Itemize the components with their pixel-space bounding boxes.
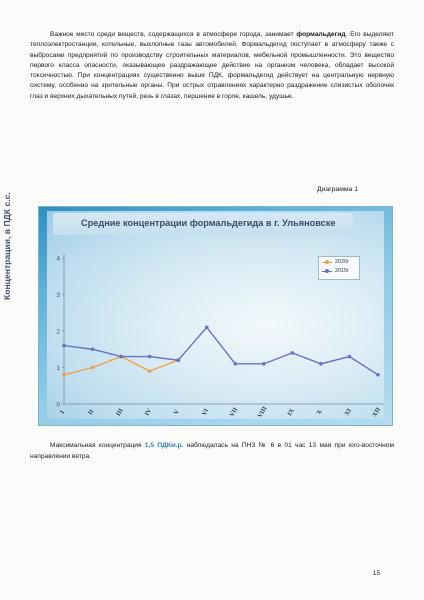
x-tick-label: VIII: [256, 405, 269, 420]
data-point-2015г: [319, 362, 323, 366]
caption-after: наблюдалась на ПНЗ № 6 в 01 час 13 мая при юго-восточном направлении ветра.: [30, 442, 394, 460]
data-point-2020г: [91, 366, 95, 370]
data-point-2015г: [233, 362, 237, 366]
x-tick-label: II: [86, 408, 96, 417]
data-point-2015г: [176, 358, 180, 362]
diagram-label: Диаграмма 1: [316, 186, 358, 193]
y-tick-label: 2: [56, 328, 60, 336]
y-tick-label: 1: [56, 365, 60, 372]
y-tick-label: 3: [56, 292, 60, 299]
data-point-2015г: [91, 347, 95, 351]
x-tick-label: XII: [371, 406, 383, 419]
x-tick-label: IV: [143, 407, 154, 418]
y-tick-label: 4: [56, 255, 60, 263]
caption-before: Максимальная концентрация: [50, 442, 145, 449]
data-point-2015г: [119, 355, 123, 359]
series-line-2015г: [64, 327, 378, 374]
series-line-2020г: [64, 357, 178, 375]
data-point-2015г: [376, 373, 380, 377]
data-point-2020г: [62, 373, 66, 377]
paragraph-rest: . Его выделяют теплоэлектростанции, котельные, выхлопные газы автомобилей. Формальдегид поступает в атмосферу также с выбросами предприятий по производству строительных материалов, мебельной промышленности. Это вещество первого класса опасности, оказывающее раздражающее действие на организм человека, обладает высокой токсичностью. При концентрациях существенно выше ПДК, формальдегид действует на центральную нервную систему, особенно на зрительные органы. При острых отравлениях характерно раздражение слизистых оболочек глаз и верхних дыхательных путей, резь в глазах, першение в горле, кашель, удушье.: [30, 31, 394, 100]
x-tick-label: I: [59, 409, 67, 416]
x-tick-label: III: [114, 407, 125, 418]
y-tick-label: 0: [56, 401, 60, 409]
x-tick-label: V: [172, 408, 182, 416]
data-point-2015г: [205, 326, 209, 330]
page-number: 15: [372, 570, 380, 577]
paragraph-term: формальдегид: [296, 31, 346, 38]
x-tick-label: VI: [200, 407, 211, 418]
chart-caption: [30, 440, 394, 462]
x-tick-label: XI: [343, 407, 353, 418]
caption-value: 1,5 ПДКм.р.: [144, 442, 184, 449]
data-point-2015г: [148, 355, 152, 359]
data-point-2015г: [262, 362, 266, 366]
legend-swatch-2015: [322, 271, 332, 272]
x-tick-label: IX: [286, 407, 296, 418]
chart-title: Средние концентрации формальдегида в г. Ульяновске: [81, 218, 336, 228]
x-tick-label: X: [315, 408, 324, 416]
data-point-2015г: [291, 351, 295, 355]
paragraph-lead: Важное место среди веществ, содержащихся в атмосфере города, занимает: [50, 31, 297, 38]
legend-label-2020: 2020г: [335, 259, 349, 265]
x-tick-label: VII: [228, 406, 240, 419]
chart-y-axis-label: Концентрации, в ПДК с.с.: [2, 192, 12, 300]
data-point-2015г: [62, 344, 66, 348]
legend-swatch-2020: [322, 262, 332, 263]
chart-legend: [318, 256, 360, 280]
data-point-2020г: [148, 369, 152, 373]
data-point-2015г: [348, 355, 352, 359]
legend-label-2015: 2015г: [335, 268, 349, 274]
